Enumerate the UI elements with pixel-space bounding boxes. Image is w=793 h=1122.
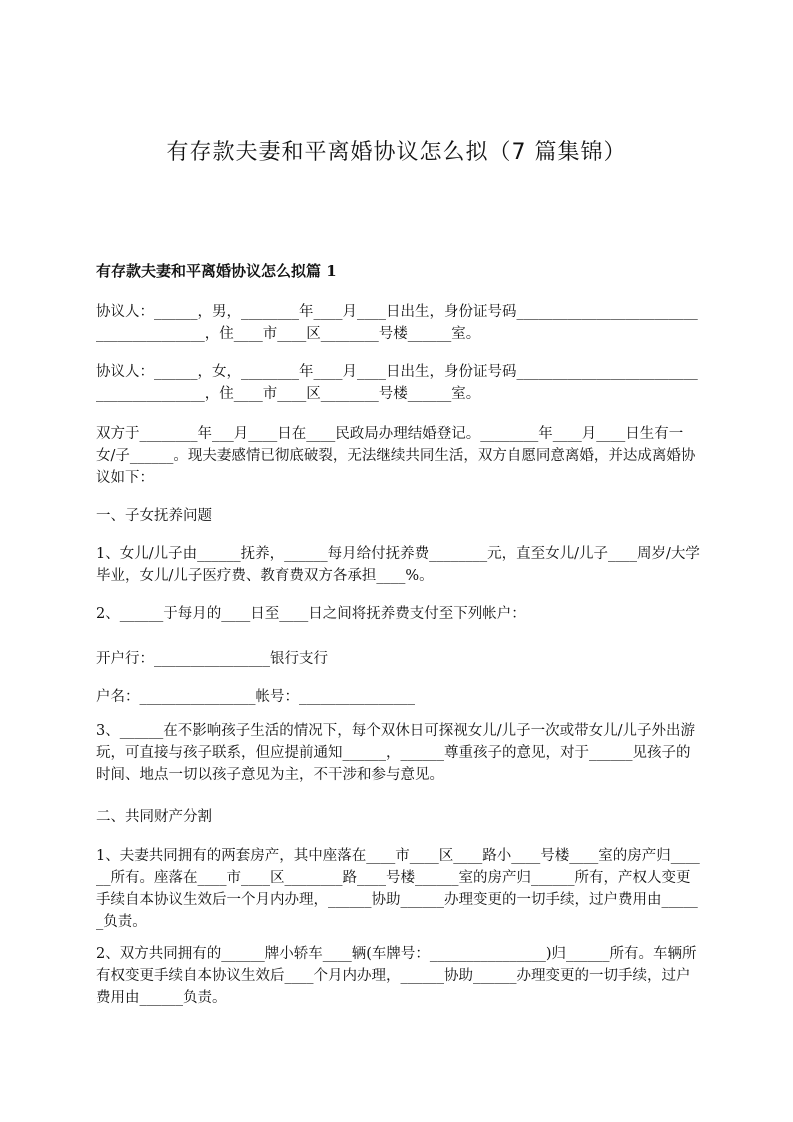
clause-visitation: 3、______在不影响孩子生活的情况下，每个双休日可探视女儿/儿子一次或带女儿/儿子外出游玩，可直接与孩子联系，但应提前通知______，______尊重孩子的意见，对于______见孩子的时间、地点一切以孩子意见为主，不干涉和参与意见。: [96, 723, 695, 783]
clause-real-estate: 1、夫妻共同拥有的两套房产，其中座落在____市____区____路小____号楼____室的房产归______所有。座落在____市____区________路____号楼______室的房产归______所有，产权人变更手续自本协议生效后一个月内办理，______协助______办理变更的一切手续，过户费用由______负责。: [96, 848, 700, 930]
marriage-background-paragraph: 双方于________年___月____日在____民政局办理结婚登记。________年____月____日生有一女/子______。现夫妻感情已彻底破裂，无法继续共同生活，双方自愿同意离婚，并达成离婚协议如下：: [96, 426, 696, 486]
clause-child-support: 1、女儿/儿子由______抚养，______每月给付抚养费________元，直至女儿/儿子____周岁/大学毕业，女儿/儿子医疗费、教育费双方各承担____%。: [96, 546, 700, 584]
heading-property-division: 二、共同财产分割: [96, 809, 212, 825]
clause-payment-schedule: 2、______于每月的____日至____日之间将抚养费支付至下列帐户：: [96, 606, 526, 622]
bank-line: 开户行：________________银行支行: [96, 651, 328, 667]
heading-child-custody: 一、子女抚养问题: [96, 508, 212, 524]
clause-vehicle: 2、双方共同拥有的______牌小轿车____辆(车牌号：________________)归______所有。车辆所有权变更手续自本协议生效后____个月内办理，______协助______办理变更的一切手续，过户费用由______负责。: [96, 946, 697, 1006]
party-1-paragraph: 协议人：______，男，________年____月____日出生，身份证号码________________________________________，住____市____区________号楼______室。: [96, 304, 698, 342]
document-title: 有存款夫妻和平离婚协议怎么拟（7 篇集锦）: [166, 140, 627, 165]
section-title: 有存款夫妻和平离婚协议怎么拟篇 1: [96, 262, 337, 280]
account-line: 户名：________________帐号：________________: [96, 689, 415, 705]
party-2-paragraph: 协议人：______，女，________年____月____日出生，身份证号码________________________________________，住____市____区________号楼______室。: [96, 364, 698, 402]
